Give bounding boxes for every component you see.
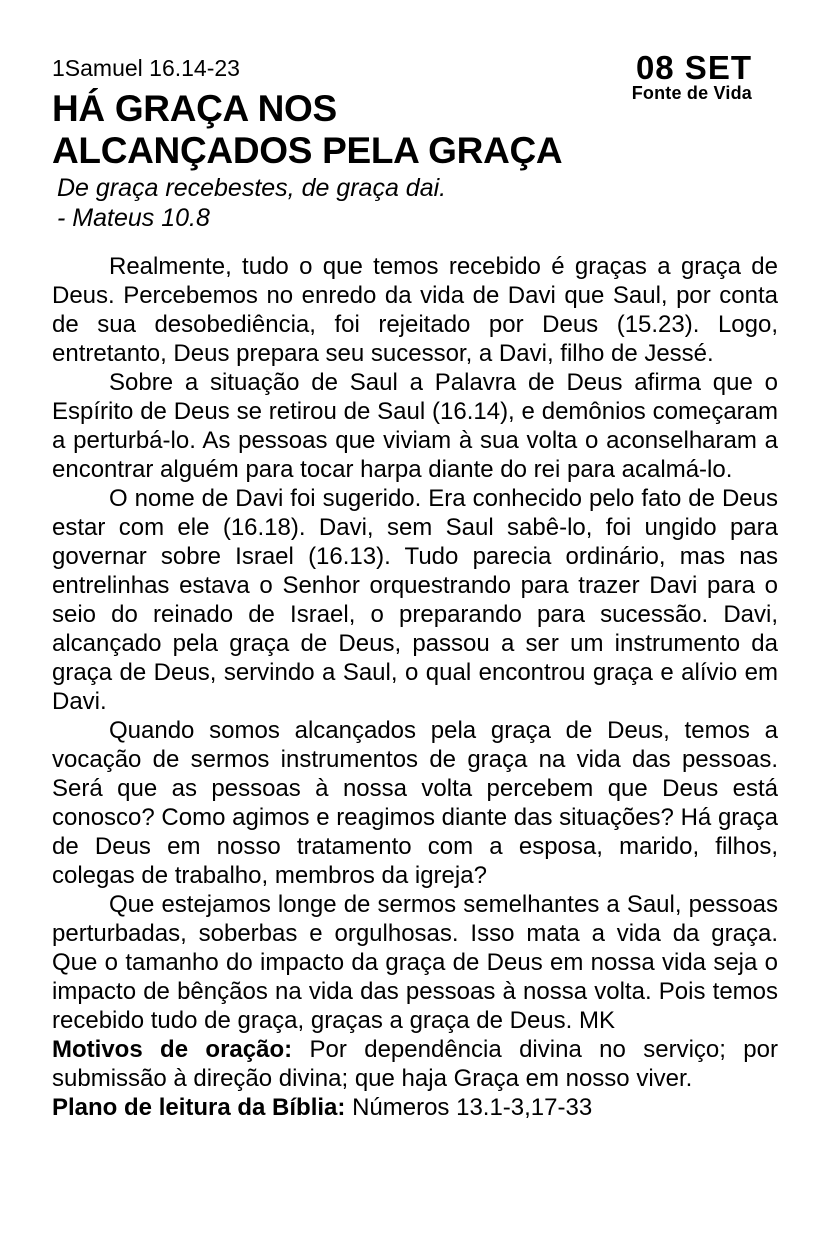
- title-line-2: ALCANÇADOS PELA GRAÇA: [52, 130, 563, 171]
- paragraph-4: Quando somos alcançados pela graça de Deus, temos a vocação de sermos instrumentos de graça na vida das pessoas. Será que as pessoas à nossa volta percebem que Deus está conosco? Como agimos e reagimos diante das situações? Há graça de Deus em nosso tratamento com a esposa, marido, filhos, colegas de trabalho, membros da igreja?: [52, 717, 778, 889]
- paragraph-2: Sobre a situação de Saul a Palavra de Deus afirma que o Espírito de Deus se retirou de Saul (16.14), e demônios começaram a perturbá-lo. As pessoas que viviam à sua volta o aconselharam a encontrar alguém para tocar harpa diante do rei para acalmá-lo.: [52, 369, 778, 483]
- prayer-line: [52, 1035, 778, 1093]
- reading-plan-text: Números 13.1-3,17-33: [352, 1094, 593, 1121]
- reading-plan-line: [52, 1093, 778, 1122]
- paragraph-1: Realmente, tudo o que temos recebido é graças a graça de Deus. Percebemos no enredo da vida de Davi que Saul, por conta de sua desobediência, foi rejeitado por Deus (15.23). Logo, entretanto, Deus prepara seu sucessor, a Davi, filho de Jessé.: [52, 253, 778, 367]
- title-line-1: HÁ GRAÇA NOS: [52, 88, 337, 129]
- passage-reference: 1Samuel 16.14-23: [52, 55, 240, 81]
- page-footer: [52, 1035, 778, 1122]
- prayer-text: Por dependência divina no serviço; por submissão à direção divina; que haja Graça em nosso viver.: [52, 1036, 778, 1092]
- epigraph-source: - Mateus 10.8: [57, 204, 210, 232]
- article-body: [52, 252, 778, 1035]
- paragraph-3: O nome de Davi foi sugerido. Era conhecido pelo fato de Deus estar com ele (16.18). Davi, sem Saul sabê-lo, foi ungido para governar sobre Israel (16.13). Tudo parecia ordinário, mas nas entrelinhas estava o Senhor orquestrando para trazer Davi para o seio do reinado de Israel, o preparando para sucessão. Davi, alcançado pela graça de Deus, passou a ser um instrumento da graça de Deus, servindo a Saul, o qual encontrou graça e alívio em Davi.: [52, 485, 778, 715]
- prayer-label: Motivos de oração:: [52, 1036, 293, 1063]
- epigraph: [52, 173, 778, 233]
- paragraph-5: Que estejamos longe de sermos semelhantes a Saul, pessoas perturbadas, soberbas e orgulhosas. Isso mata a vida da graça. Que o tamanho do impacto da graça de Deus em nossa vida seja o impacto de bênçãos na vida das pessoas à nossa volta. Pois temos recebido tudo de graça, graças a graça de Deus. MK: [52, 891, 778, 1034]
- masthead: [631, 49, 752, 103]
- reading-plan-label: Plano de leitura da Bíblia:: [52, 1094, 346, 1121]
- epigraph-text: De graça recebestes, de graça dai.: [57, 174, 447, 202]
- date-label: 08 SET: [635, 49, 752, 86]
- brand-label: Fonte de Vida: [631, 83, 752, 103]
